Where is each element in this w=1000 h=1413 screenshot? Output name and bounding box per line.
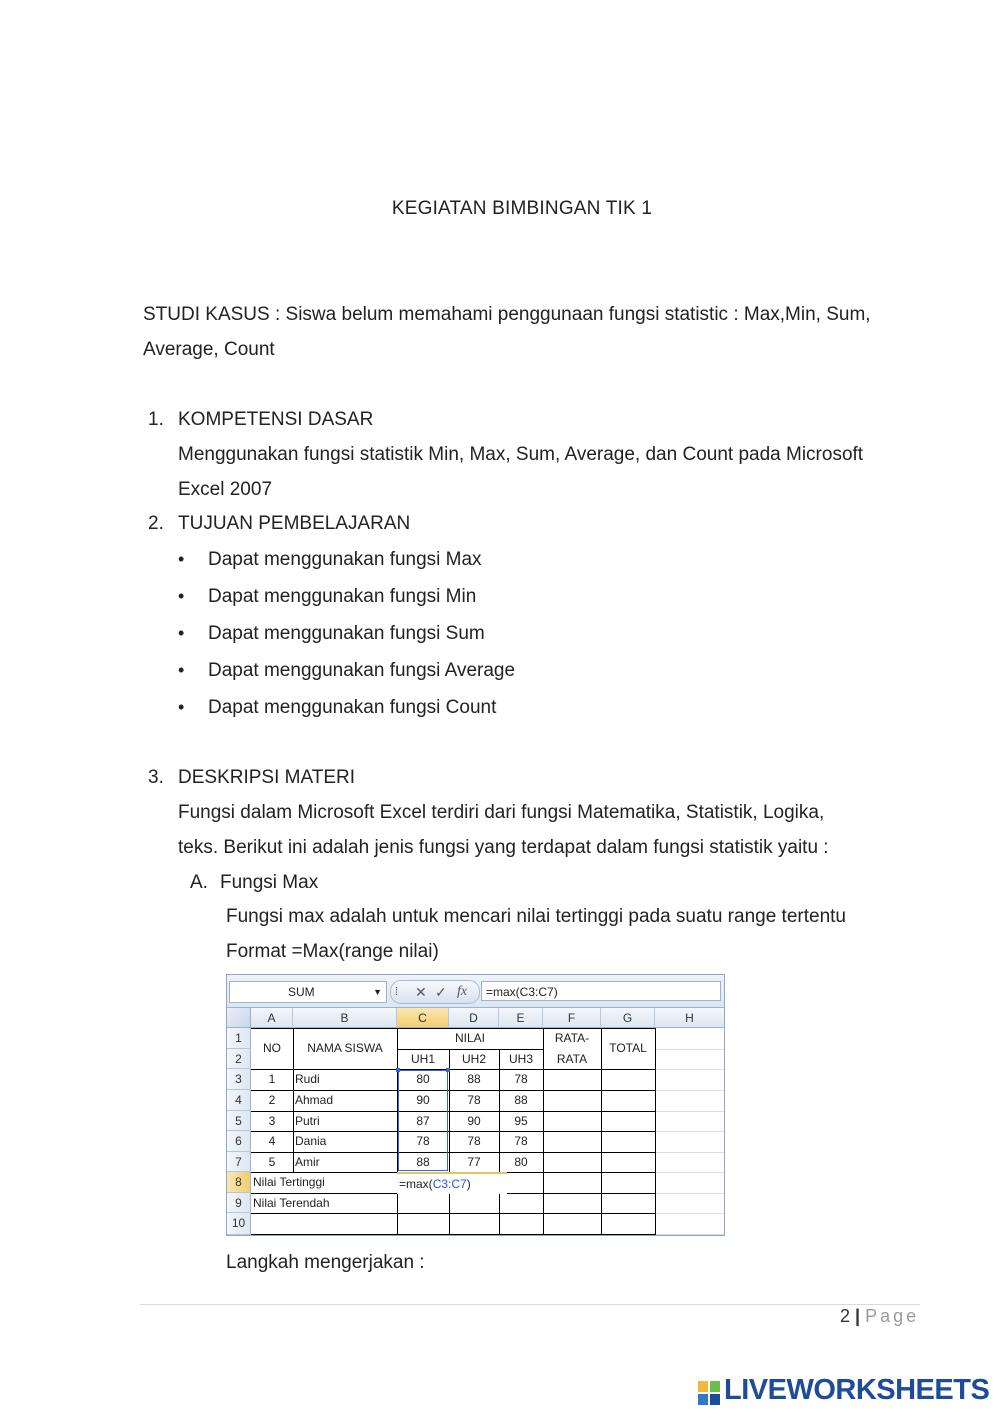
page-number: 2 <box>840 1306 851 1326</box>
column-header-a: A <box>251 1008 293 1028</box>
list-item: • Dapat menggunakan fungsi Count <box>178 690 515 727</box>
page-footer <box>840 1306 919 1327</box>
document-title: KEGIATAN BIMBINGAN TIK 1 <box>391 198 653 219</box>
subsection-a-line-1: Fungsi max adalah untuk mencari nilai tertinggi pada suatu range tertentu <box>226 906 846 927</box>
section-3-line-2: teks. Berikut ini adalah jenis fungsi yang terdapat dalam fungsi statistik yaitu : <box>178 837 829 858</box>
cell-nama: Rudi <box>295 1072 320 1086</box>
cell-uh1: 90 <box>416 1093 430 1107</box>
footer-divider <box>140 1304 920 1305</box>
selection-handle <box>446 1068 450 1072</box>
row-header-3: 3 <box>227 1069 251 1090</box>
cell-uh1: 87 <box>416 1114 430 1128</box>
subsection-a-letter: A. <box>190 872 208 893</box>
page-label: Page <box>865 1306 920 1326</box>
formula-range: C3:C7 <box>432 1177 467 1191</box>
section-1-line-2: Excel 2007 <box>178 479 273 500</box>
header-rata-1: RATA- <box>554 1031 590 1045</box>
cell-uh1: 80 <box>416 1072 430 1086</box>
column-header-f: F <box>543 1008 601 1028</box>
cell-uh3: 80 <box>514 1155 528 1169</box>
cell-uh2: 77 <box>467 1155 481 1169</box>
cell-uh2: 78 <box>467 1134 481 1148</box>
header-nama-siswa: NAMA SISWA <box>307 1041 383 1055</box>
header-uh2: UH2 <box>461 1052 486 1066</box>
cell-nama: Amir <box>295 1155 320 1169</box>
label-nilai-terendah: Nilai Terendah <box>253 1196 330 1210</box>
subsection-a-heading: Fungsi Max <box>220 872 319 893</box>
cell-uh3: 78 <box>514 1134 528 1148</box>
cell-no: 3 <box>268 1114 276 1128</box>
cell-uh1: 88 <box>416 1155 430 1169</box>
header-nilai: NILAI <box>454 1031 485 1045</box>
chevron-down-icon: ▼ <box>373 987 382 997</box>
column-header-h: H <box>655 1008 725 1028</box>
studi-kasus-label: STUDI KASUS <box>143 304 270 325</box>
column-header-b: B <box>293 1008 397 1028</box>
cell-uh3: 78 <box>514 1072 528 1086</box>
row-header-8: 8 <box>227 1172 251 1193</box>
check-icon: ✓ <box>435 984 447 1000</box>
page-separator: | <box>855 1306 861 1326</box>
active-formula-cell <box>397 1172 507 1194</box>
name-box-value: SUM <box>288 985 315 999</box>
formula-bar <box>227 975 724 1008</box>
select-all-corner <box>227 1008 251 1028</box>
studi-kasus-text-2: Average, Count <box>143 339 275 360</box>
cell-no: 4 <box>268 1134 276 1148</box>
cell-nama: Ahmad <box>295 1093 334 1107</box>
cell-uh2: 90 <box>467 1114 481 1128</box>
watermark-text: LIVEWORKSHEETS <box>724 1374 990 1406</box>
cell-nama: Putri <box>295 1114 320 1128</box>
cell-uh1: 78 <box>416 1134 430 1148</box>
row-header-5: 5 <box>227 1111 251 1131</box>
studi-kasus-paragraph <box>143 297 913 367</box>
section-3-line-1: Fungsi dalam Microsoft Excel terdiri dari fungsi Matematika, Statistik, Logika, <box>178 802 825 823</box>
row-header-9: 9 <box>227 1193 251 1213</box>
row-header-2: 2 <box>227 1049 251 1069</box>
cell-uh3: 95 <box>514 1114 528 1128</box>
cell-uh2: 88 <box>467 1072 481 1086</box>
section-1-heading: KOMPETENSI DASAR <box>178 409 374 430</box>
list-item: • Dapat menggunakan fungsi Average <box>178 653 515 690</box>
header-rata-2: RATA <box>556 1052 588 1066</box>
row-header-7: 7 <box>227 1152 251 1172</box>
list-item: • Dapat menggunakan fungsi Sum <box>178 616 515 653</box>
langkah-text: Langkah mengerjakan : <box>226 1252 425 1273</box>
section-1-number: 1. <box>148 409 164 430</box>
header-no: NO <box>263 1041 281 1055</box>
formula-input: =max(C3:C7) <box>481 981 721 1001</box>
list-item: • Dapat menggunakan fungsi Min <box>178 579 515 616</box>
cell-no: 2 <box>268 1093 276 1107</box>
formula-suffix: ) <box>466 1177 471 1191</box>
label-nilai-tertinggi: Nilai Tertinggi <box>253 1175 325 1189</box>
column-header-g: G <box>601 1008 655 1028</box>
cell-no: 5 <box>268 1155 276 1169</box>
cell-uh3: 88 <box>514 1093 528 1107</box>
tujuan-list <box>178 542 515 727</box>
formula-prefix: =max( <box>399 1177 433 1191</box>
column-header-e: E <box>499 1008 543 1028</box>
row-header-10: 10 <box>227 1213 251 1235</box>
row-header-4: 4 <box>227 1090 251 1111</box>
column-header-c: C <box>397 1008 449 1028</box>
section-2-heading: TUJUAN PEMBELAJARAN <box>178 513 411 534</box>
liveworksheets-logo-icon <box>698 1381 720 1405</box>
grip-icon: ⁞ <box>395 986 399 998</box>
cell-nama: Dania <box>295 1134 327 1148</box>
range-selection <box>398 1070 448 1171</box>
column-header-d: D <box>449 1008 499 1028</box>
section-3-heading: DESKRIPSI MATERI <box>178 767 356 788</box>
formula-icons <box>390 980 480 1004</box>
section-3-number: 3. <box>148 767 164 788</box>
function-icon: fx <box>457 984 468 999</box>
cancel-icon: ✕ <box>415 984 427 1000</box>
list-item: • Dapat menggunakan fungsi Max <box>178 542 515 579</box>
section-2-number: 2. <box>148 513 164 534</box>
selection-handle <box>396 1068 400 1072</box>
cell-uh2: 78 <box>467 1093 481 1107</box>
subsection-a-line-2: Format =Max(range nilai) <box>226 941 439 962</box>
studi-kasus-text: : Siswa belum memahami penggunaan fungsi statistic : Max,Min, Sum, <box>269 304 871 325</box>
row-header-1: 1 <box>227 1028 251 1049</box>
cell-no: 1 <box>268 1072 276 1086</box>
header-uh3: UH3 <box>508 1052 533 1066</box>
section-1-line-1: Menggunakan fungsi statistik Min, Max, Sum, Average, dan Count pada Microsoft <box>178 444 864 465</box>
header-uh1: UH1 <box>410 1052 435 1066</box>
name-box <box>229 981 387 1003</box>
excel-screenshot <box>226 974 725 1236</box>
header-total: TOTAL <box>609 1041 647 1055</box>
row-header-6: 6 <box>227 1131 251 1152</box>
